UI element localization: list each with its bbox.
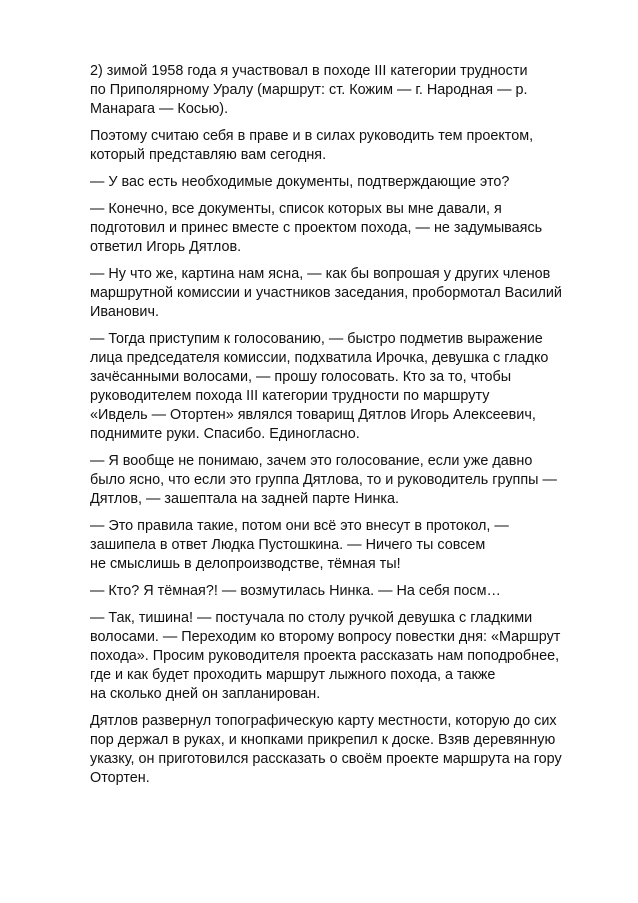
paragraph-8	[90, 517, 602, 574]
paragraph-5	[90, 265, 602, 322]
text-line: похода». Просим руководителя проекта рассказать нам поподробнее,	[90, 648, 560, 664]
document-body	[90, 62, 602, 796]
text-line: было ясно, что если это группа Дятлова, то и руководитель группы —	[90, 472, 557, 488]
text-line: по Приполярному Уралу (маршрут: ст. Кожим — г. Народная — р.	[90, 82, 528, 98]
paragraph-1	[90, 62, 602, 119]
paragraph-9	[90, 582, 602, 601]
text-line: Иванович.	[90, 304, 159, 320]
paragraph-6	[90, 330, 602, 444]
text-line: руководителем похода III категории трудности по маршруту	[90, 388, 490, 404]
paragraph-11	[90, 712, 602, 788]
text-line: — Конечно, все документы, список которых вы мне давали, я	[90, 201, 502, 217]
paragraph-4	[90, 200, 602, 257]
text-line: Манарага — Косью).	[90, 101, 229, 117]
text-line: указку, он приготовился рассказать о своём проекте маршрута на гору	[90, 751, 562, 767]
text-line: Отортен.	[90, 770, 150, 786]
paragraph-10	[90, 609, 602, 704]
text-line: Дятлов, — зашептала на задней парте Нинка.	[90, 491, 400, 507]
text-line: 2) зимой 1958 года я участвовал в походе III категории трудности	[90, 63, 528, 79]
text-line: ответил Игорь Дятлов.	[90, 239, 242, 255]
text-line: пор держал в руках, и кнопками прикрепил к доске. Взяв деревянную	[90, 732, 556, 748]
text-line: лица председателя комиссии, подхватила Ирочка, девушка с гладко	[90, 350, 549, 366]
text-line: Поэтому считаю себя в праве и в силах руководить тем проектом,	[90, 128, 534, 144]
text-line: — Я вообще не понимаю, зачем это голосование, если уже давно	[90, 453, 533, 469]
text-line: не смыслишь в делопроизводстве, тёмная ты!	[90, 556, 401, 572]
text-line: на сколько дней он запланирован.	[90, 686, 321, 702]
text-line: зашипела в ответ Людка Пустошкина. — Ничего ты совсем	[90, 537, 486, 553]
text-line: подготовил и принес вместе с проектом похода, — не задумываясь	[90, 220, 543, 236]
text-line: — Тогда приступим к голосованию, — быстро подметив выражение	[90, 331, 543, 347]
text-line: маршрутной комиссии и участников заседания, пробормотал Василий	[90, 285, 562, 301]
text-line: который представляю вам сегодня.	[90, 147, 327, 163]
text-line: — Ну что же, картина нам ясна, — как бы вопрошая у других членов	[90, 266, 551, 282]
paragraph-2	[90, 127, 602, 165]
text-line: Дятлов развернул топографическую карту местности, которую до сих	[90, 713, 557, 729]
text-line: где и как будет проходить маршрут лыжного похода, а также	[90, 667, 496, 683]
text-line: — Кто? Я тёмная?! — возмутилась Нинка. — На себя посм…	[90, 583, 501, 599]
paragraph-7	[90, 452, 602, 509]
text-line: поднимите руки. Спасибо. Единогласно.	[90, 426, 360, 442]
text-line: зачёсанными волосами, — прошу голосовать. Кто за то, чтобы	[90, 369, 512, 385]
text-line: «Ивдель — Отортен» являлся товарищ Дятлов Игорь Алексеевич,	[90, 407, 536, 423]
text-line: — Так, тишина! — постучала по столу ручкой девушка с гладкими	[90, 610, 533, 626]
text-line: — Это правила такие, потом они всё это внесут в протокол, —	[90, 518, 509, 534]
paragraph-3	[90, 173, 602, 192]
text-line: — У вас есть необходимые документы, подтверждающие это?	[90, 174, 510, 190]
text-line: волосами. — Переходим ко второму вопросу повестки дня: «Маршрут	[90, 629, 561, 645]
